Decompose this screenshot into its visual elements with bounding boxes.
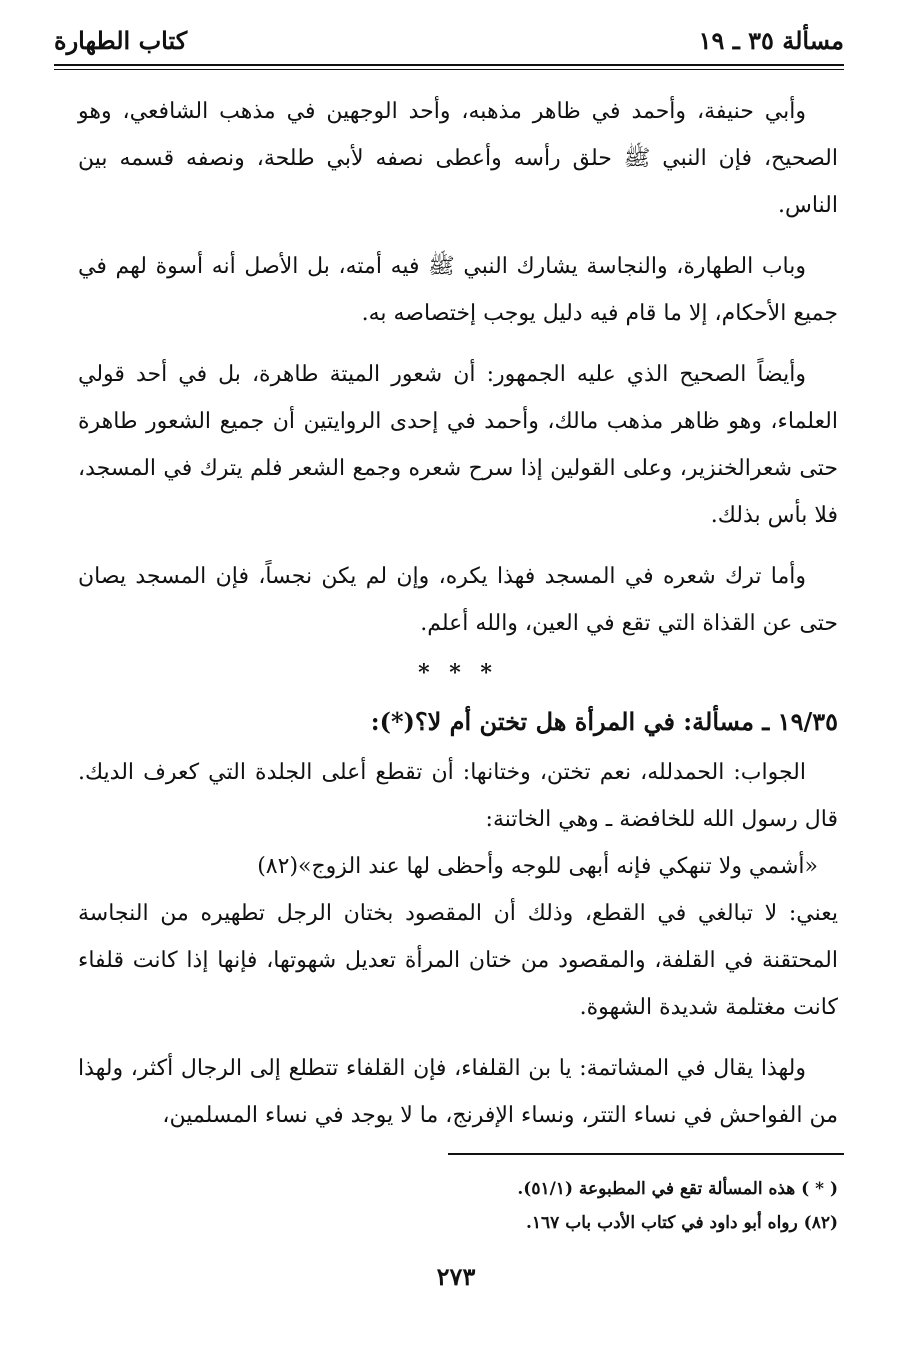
paragraph: وأبي حنيفة، وأحمد في ظاهر مذهبه، وأحد الوجهين في مذهب الشافعي، وهو الصحيح، فإن النبي ﷺ حلق رأسه وأعطى نصفه لأبي طلحة، ونصفه قسمه بين الناس. xyxy=(78,99,838,218)
explanation-paragraph: يعني: لا تبالغي في القطع، وذلك أن المقصود بختان الرجل تطهيره من النجاسة المحتقنة في القلفة، والمقصود من ختان المرأة تعديل شهوتها، فإنها إذا كانت قلفاء كانت مغتلمة شديدة الشهوة. xyxy=(78,901,838,1020)
paragraph: وأيضاً الصحيح الذي عليه الجمهور: أن شعور الميتة طاهرة، بل في أحد قولي العلماء، وهو ظاهر مذهب مالك، وأحمد في إحدى الروايتين أن جميع الشعور طاهرة حتى شعرالخنزير، وعلى القولين إذا سرح شعره وجمع الشعر فلم يترك في المسجد، فلا بأس بذلك. xyxy=(78,362,838,528)
footnotes xyxy=(78,1172,838,1240)
running-header xyxy=(54,20,844,66)
question-heading: ١٩/٣٥ ـ مسألة: في المرأة هل تختن أم لا؟(*): xyxy=(370,707,838,736)
book-title: كتاب الطهارة xyxy=(54,26,188,55)
section-separator: * * * xyxy=(418,660,498,686)
continuation-paragraph: ولهذا يقال في المشاتمة: يا بن القلفاء، فإن القلفاء تتطلع إلى الرجال أكثر، ولهذا من الفواحش في نساء التتر، ونساء الإفرنج، ما لا يوجد في نساء المسلمين، xyxy=(78,1056,838,1128)
paragraph: وأما ترك شعره في المسجد فهذا يكره، وإن لم يكن نجساً، فإن المسجد يصان حتى عن القذاة التي تقع في العين، والله أعلم. xyxy=(78,564,838,636)
answer-paragraph: الجواب: الحمدلله، نعم تختن، وختانها: أن تقطع أعلى الجلدة التي كعرف الديك. قال رسول الله للخافضة ـ وهي الخاتنة: xyxy=(78,760,838,832)
header-divider xyxy=(54,64,844,70)
paragraph: وباب الطهارة، والنجاسة يشارك النبي ﷺ فيه أمته، بل الأصل أنه أسوة لهم في جميع الأحكام، إلا ما قام فيه دليل يوجب إختصاصه به. xyxy=(78,254,838,326)
footnote: (٨٢) رواه أبو داود في كتاب الأدب باب ١٦٧. xyxy=(525,1213,838,1233)
footnote: ( * ) هذه المسألة تقع في المطبوعة (٥١/١). xyxy=(517,1179,838,1199)
page-number: ٢٧٣ xyxy=(436,1262,476,1291)
main-text xyxy=(78,88,838,1139)
section-reference: مسألة ٣٥ ـ ١٩ xyxy=(698,26,844,55)
footnote-divider xyxy=(448,1153,844,1155)
hadith-quote: «أشمي ولا تنهكي فإنه أبهى للوجه وأحظى لها عند الزوج»(٨٢) xyxy=(257,854,818,879)
